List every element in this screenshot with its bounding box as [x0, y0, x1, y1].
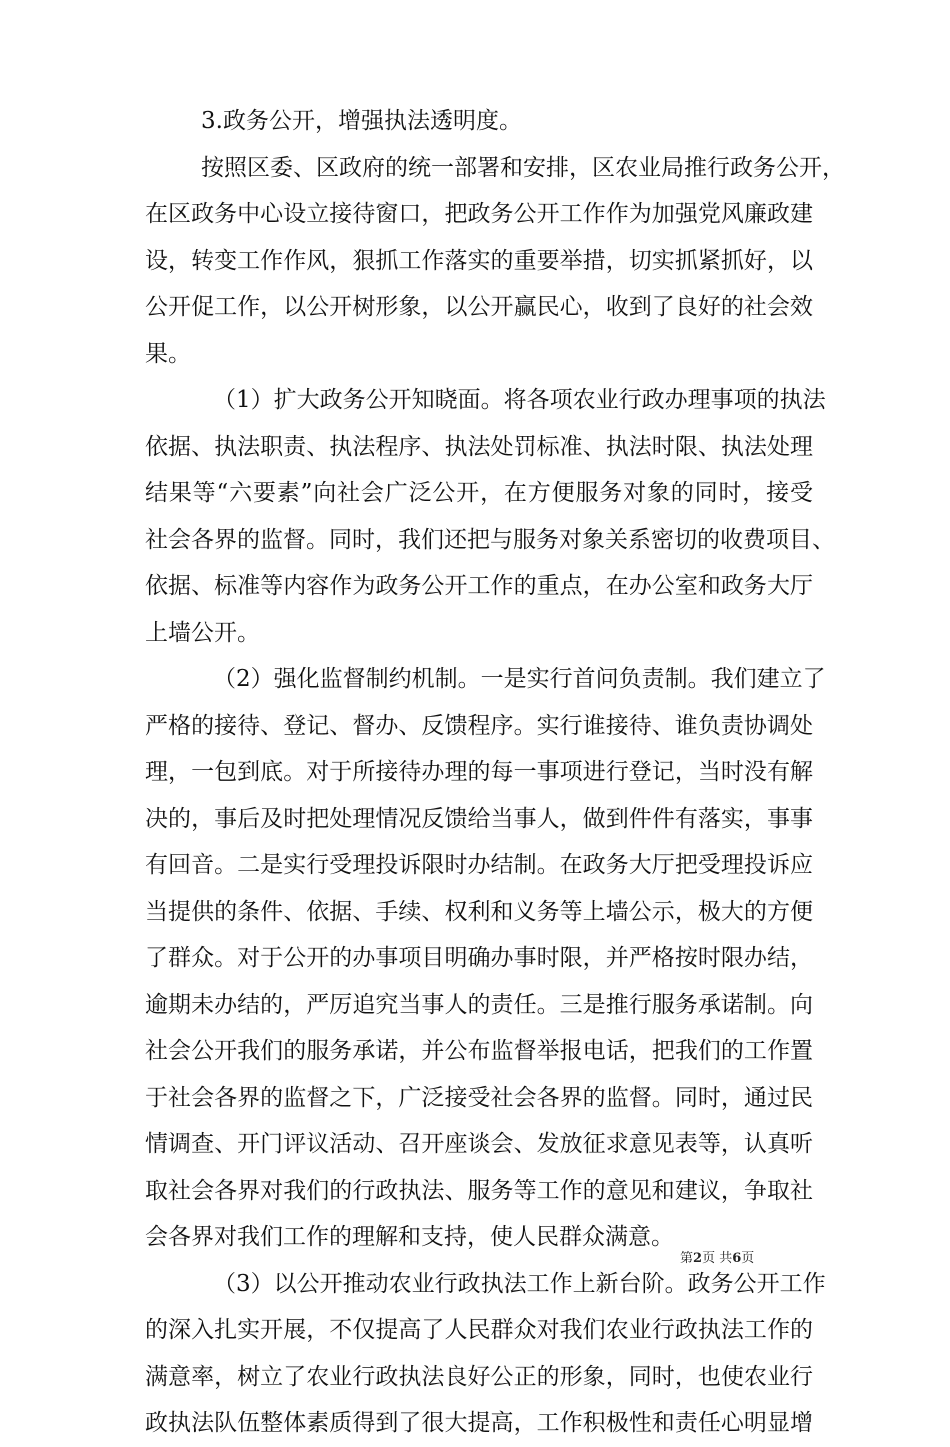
paragraph-line: 决的，事后及时把处理情况反馈给当事人，做到件件有落实，事事 — [145, 805, 813, 832]
paragraph-item-2 — [145, 656, 826, 1261]
footer-middle: 页 共 — [702, 1251, 733, 1266]
paragraph-line: 的深入扎实开展，不仅提高了人民群众对我们农业行政执法工作的 — [145, 1317, 813, 1343]
paragraph-line: 依据、执法职责、执法程序、执法处罚标准、执法时限、执法处理 — [145, 433, 813, 460]
paragraph-line: 依据、标准等内容作为政务公开工作的重点，在办公室和政务大厅 — [145, 573, 813, 599]
footer-suffix: 页 — [741, 1251, 755, 1266]
paragraph-line: 公开促工作，以公开树形象，以公开赢民心，收到了良好的社会效 — [145, 294, 813, 320]
paragraph-line: 社会各界的监督。同时，我们还把与服务对象关系密切的收费项目、 — [145, 526, 835, 553]
document-body — [145, 98, 845, 1447]
paragraph-line: （2）强化监督制约机制。一是实行首问负责制。我们建立了 — [213, 666, 826, 692]
paragraph-line: 满意率，树立了农业行政执法良好公正的形象，同时，也使农业行 — [145, 1363, 813, 1390]
paragraph-line: 取社会各界对我们的行政执法、服务等工作的意见和建议，争取社 — [145, 1177, 813, 1204]
paragraph-intro — [145, 145, 845, 378]
paragraph-line: 社会公开我们的服务承诺，并公布监督举报电话，把我们的工作置 — [145, 1038, 813, 1064]
paragraph-line: 会各界对我们工作的理解和支持，使人民群众满意。 — [145, 1224, 674, 1250]
footer-total-pages: 6 — [732, 1251, 742, 1266]
paragraph-line: 于社会各界的监督之下，广泛接受社会各界的监督。同时，通过民 — [145, 1084, 813, 1111]
paragraph-line: 理，一包到底。对于所接待办理的每一事项进行登记，当时没有解 — [145, 759, 813, 785]
paragraph-line: 结果等“六要素”向社会广泛公开，在方便服务对象的同时，接受 — [145, 480, 813, 506]
paragraph-line: 在区政务中心设立接待窗口，把政务公开工作作为加强党风廉政建 — [145, 201, 813, 227]
footer-prefix: 第 — [680, 1251, 694, 1266]
paragraph-line: 设，转变工作作风，狠抓工作落实的重要举措，切实抓紧抓好，以 — [145, 247, 813, 274]
paragraph-line: 严格的接待、登记、督办、反馈程序。实行谁接待、谁负责协调处 — [145, 712, 813, 739]
paragraph-item-3 — [145, 1261, 826, 1447]
paragraph-line: 按照区委、区政府的统一部署和安排，区农业局推行政务公开， — [201, 154, 845, 181]
paragraph-item-1 — [145, 377, 835, 656]
section-heading: 3.政务公开，增强执法透明度。 — [201, 108, 522, 134]
paragraph-line: （1）扩大政务公开知晓面。将各项农业行政办理事项的执法 — [213, 387, 826, 413]
paragraph-line: 果。 — [145, 340, 191, 367]
paragraph-line: （3）以公开推动农业行政执法工作上新台阶。政务公开工作 — [213, 1270, 826, 1297]
paragraph-line: 了群众。对于公开的办事项目明确办事时限，并严格按时限办结， — [145, 945, 813, 971]
paragraph-line: 逾期未办结的，严厉追究当事人的责任。三是推行服务承诺制。向 — [145, 991, 813, 1018]
paragraph-line: 有回音。二是实行受理投诉限时办结制。在政务大厅把受理投诉应 — [145, 852, 813, 878]
paragraph-line: 情调查、开门评议活动、召开座谈会、发放征求意见表等，认真听 — [145, 1131, 813, 1157]
paragraph-line: 当提供的条件、依据、手续、权利和义务等上墙公示，极大的方便 — [145, 898, 813, 925]
footer-current-page: 2 — [693, 1251, 703, 1266]
page-footer — [680, 1247, 810, 1266]
paragraph-line: 上墙公开。 — [145, 619, 260, 646]
paragraph-line: 政执法队伍整体素质得到了很大提高，工作积极性和责任心明显增 — [145, 1410, 813, 1436]
